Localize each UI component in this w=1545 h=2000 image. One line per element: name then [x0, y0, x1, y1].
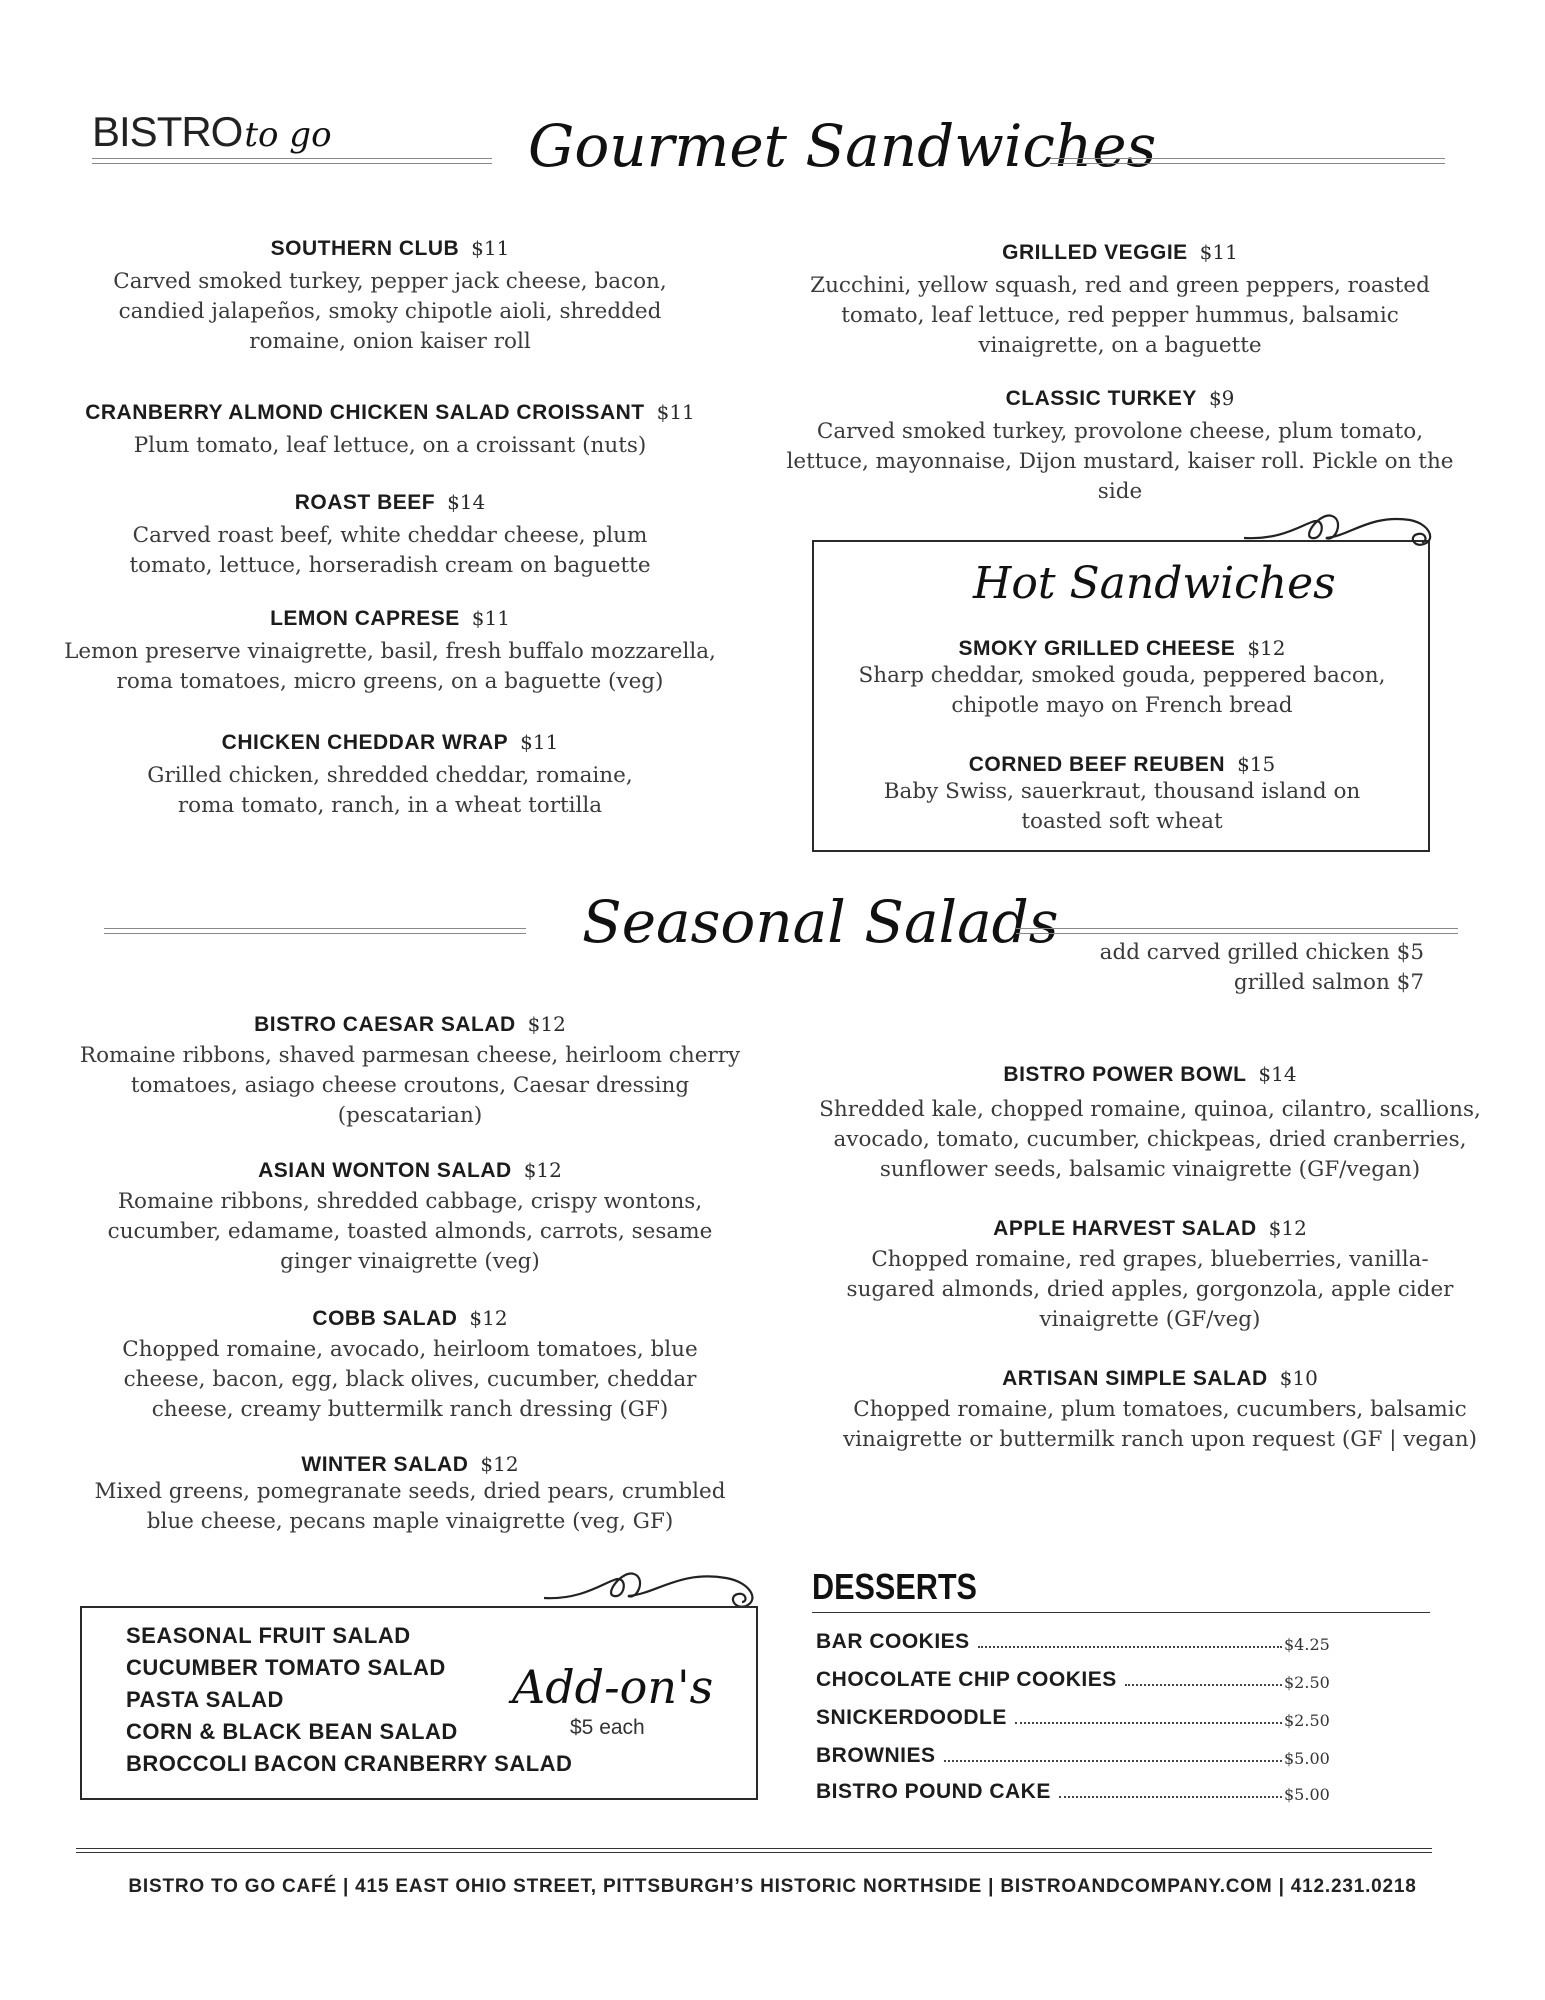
- salads-rule-right: [1016, 928, 1458, 934]
- item-price: $11: [1199, 240, 1238, 264]
- item-name: APPLE HARVEST SALAD: [993, 1217, 1257, 1240]
- item-desc: Chopped romaine, avocado, heirloom tomatoes, blue cheese, bacon, egg, black olives, cucumber, cheddar cheese, creamy buttermilk ranch dressing (GF): [122, 1337, 698, 1422]
- dessert-row: [816, 1774, 1336, 1804]
- item-desc: Carved smoked turkey, pepper jack cheese, bacon, candied jalapeños, smoky chipotle aioli, shredded romaine, onion kaiser roll: [113, 269, 667, 354]
- addon-item: BROCCOLI BACON CRANBERRY SALAD: [126, 1751, 573, 1776]
- menu-item: [850, 752, 1394, 837]
- hot-sandwiches-title: Hot Sandwiches: [973, 558, 1336, 609]
- item-price: $11: [471, 606, 510, 630]
- dessert-name: CHOCOLATE CHIP COOKIES: [816, 1668, 1117, 1691]
- menu-item: [820, 1216, 1480, 1335]
- item-desc: Carved roast beef, white cheddar cheese, plum tomato, lettuce, horseradish cream on baguette: [129, 523, 651, 578]
- item-price: $14: [447, 490, 486, 514]
- logo-rule: [92, 158, 492, 164]
- item-price: $12: [480, 1452, 519, 1476]
- item-desc: Romaine ribbons, shredded cabbage, crispy wontons, cucumber, edamame, toasted almonds, carrots, sesame ginger vinaigrette (veg): [107, 1189, 713, 1274]
- dessert-row: [816, 1738, 1336, 1768]
- item-name: ARTISAN SIMPLE SALAD: [1002, 1367, 1268, 1390]
- item-name: BISTRO CAESAR SALAD: [254, 1013, 516, 1036]
- menu-item: [90, 236, 690, 357]
- desserts-list: [816, 1624, 1336, 1814]
- item-desc: Chopped romaine, plum tomatoes, cucumbers, balsamic vinaigrette or buttermilk ranch upon request (GF | vegan): [843, 1397, 1477, 1452]
- addons-list: [126, 1620, 572, 1780]
- menu-item: [110, 1306, 710, 1425]
- menu-item: [100, 730, 680, 821]
- addon-item: CORN & BLACK BEAN SALAD: [126, 1719, 458, 1744]
- menu-item: [780, 386, 1460, 507]
- dessert-name: BROWNIES: [816, 1744, 936, 1767]
- dessert-price: $2.50: [1284, 1673, 1330, 1692]
- item-desc: Lemon preserve vinaigrette, basil, fresh buffalo mozzarella, roma tomatoes, micro greens, on a baguette (veg): [64, 639, 716, 694]
- flourish-ornament: [1240, 506, 1440, 562]
- item-price: $14: [1258, 1062, 1297, 1086]
- item-name: COBB SALAD: [312, 1307, 458, 1330]
- item-price: $15: [1237, 752, 1276, 776]
- item-name: CHICKEN CHEDDAR WRAP: [221, 731, 509, 754]
- desserts-title: DESSERTS: [812, 1566, 977, 1607]
- footer-text: BISTRO TO GO CAFÉ | 415 EAST OHIO STREET, PITTSBURGH’S HISTORIC NORTHSIDE | BISTROANDCOMPANY.COM | 412.231.0218: [128, 1876, 1417, 1897]
- item-price: $11: [656, 400, 695, 424]
- item-desc: Romaine ribbons, shaved parmesan cheese, heirloom cherry tomatoes, asiago cheese croutons, Caesar dressing (pescatarian): [79, 1043, 741, 1128]
- brand-logo: [92, 108, 332, 156]
- menu-item: [800, 240, 1440, 361]
- item-name: ASIAN WONTON SALAD: [258, 1159, 512, 1182]
- menu-item: [70, 1012, 750, 1131]
- addon-item: PASTA SALAD: [126, 1687, 284, 1712]
- addon-item: CUCUMBER TOMATO SALAD: [126, 1655, 446, 1680]
- brand-main: BISTRO: [92, 108, 243, 155]
- salad-addon-note-line2: grilled salmon $7: [1233, 970, 1424, 995]
- item-name: GRILLED VEGGIE: [1002, 241, 1188, 264]
- dessert-leader: [1125, 1684, 1282, 1686]
- item-desc: Grilled chicken, shredded cheddar, romaine, roma tomato, ranch, in a wheat tortilla: [147, 763, 633, 818]
- brand-script: to go: [244, 115, 332, 155]
- item-price: $12: [523, 1158, 562, 1182]
- item-desc: Sharp cheddar, smoked gouda, peppered bacon, chipotle mayo on French bread: [858, 663, 1386, 718]
- menu-item: [90, 1158, 730, 1277]
- item-name: CRANBERRY ALMOND CHICKEN SALAD CROISSANT: [85, 401, 645, 424]
- menu-item: [70, 1452, 750, 1537]
- desserts-rule: [812, 1612, 1430, 1613]
- dessert-leader: [1059, 1796, 1282, 1798]
- sandwiches-rule-right: [1050, 158, 1445, 164]
- item-price: $12: [469, 1306, 508, 1330]
- item-price: $12: [1247, 636, 1286, 660]
- item-desc: Shredded kale, chopped romaine, quinoa, cilantro, scallions, avocado, tomato, cucumber, chickpeas, dried cranberries, sunflower seeds, balsamic vinaigrette (GF/vegan): [819, 1097, 1481, 1182]
- item-desc: Zucchini, yellow squash, red and green peppers, roasted tomato, leaf lettuce, red pepper hummus, balsamic vinaigrette, on a baguette: [810, 273, 1430, 358]
- item-desc: Mixed greens, pomegranate seeds, dried pears, crumbled blue cheese, pecans maple vinaigrette (veg, GF): [94, 1479, 726, 1534]
- dessert-price: $4.25: [1284, 1635, 1330, 1654]
- dessert-row: [816, 1700, 1336, 1730]
- sandwiches-title: Gourmet Sandwiches: [528, 112, 1157, 180]
- footer-rule: [76, 1848, 1432, 1853]
- dessert-price: $2.50: [1284, 1711, 1330, 1730]
- item-desc: Plum tomato, leaf lettuce, on a croissant (nuts): [133, 433, 647, 458]
- item-price: $12: [527, 1012, 566, 1036]
- item-name: SMOKY GRILLED CHEESE: [958, 637, 1236, 660]
- dessert-price: $5.00: [1284, 1785, 1330, 1804]
- dessert-row: [816, 1662, 1336, 1692]
- item-name: LEMON CAPRESE: [270, 607, 460, 630]
- dessert-name: SNICKERDOODLE: [816, 1706, 1007, 1729]
- item-desc: Baby Swiss, sauerkraut, thousand island on toasted soft wheat: [883, 779, 1361, 834]
- menu-item: [820, 1366, 1500, 1455]
- addons-price: $5 each: [570, 1716, 645, 1739]
- menu-item: [830, 636, 1414, 721]
- item-price: $12: [1268, 1216, 1307, 1240]
- dessert-name: BAR COOKIES: [816, 1630, 970, 1653]
- item-desc: Carved smoked turkey, provolone cheese, plum tomato, lettuce, mayonnaise, Dijon mustard, kaiser roll. Pickle on the side: [786, 419, 1454, 504]
- menu-item: [60, 400, 720, 461]
- addons-title: Add-on's: [512, 1660, 714, 1714]
- item-name: WINTER SALAD: [301, 1453, 469, 1476]
- item-name: ROAST BEEF: [294, 491, 436, 514]
- salad-addon-note: [1000, 938, 1424, 998]
- addon-item: SEASONAL FRUIT SALAD: [126, 1623, 411, 1648]
- salads-title: Seasonal Salads: [582, 888, 1059, 956]
- item-name: SOUTHERN CLUB: [270, 237, 460, 260]
- menu-item: [800, 1062, 1500, 1185]
- dessert-price: $5.00: [1284, 1749, 1330, 1768]
- item-name: CLASSIC TURKEY: [1005, 387, 1197, 410]
- item-desc: Chopped romaine, red grapes, blueberries, vanilla-sugared almonds, dried apples, gorgonzola, apple cider vinaigrette (GF/veg): [846, 1247, 1454, 1332]
- item-price: $11: [471, 236, 510, 260]
- dessert-leader: [944, 1760, 1283, 1762]
- item-price: $10: [1279, 1366, 1318, 1390]
- salad-addon-note-line1: add carved grilled chicken $5: [1099, 940, 1424, 965]
- item-name: CORNED BEEF REUBEN: [968, 753, 1226, 776]
- dessert-leader: [1015, 1722, 1282, 1724]
- dessert-row: [816, 1624, 1336, 1654]
- dessert-leader: [978, 1646, 1282, 1648]
- salads-rule-left: [104, 928, 526, 934]
- item-price: $11: [520, 730, 559, 754]
- menu-item: [60, 606, 720, 697]
- menu-item: [100, 490, 680, 581]
- item-name: BISTRO POWER BOWL: [1003, 1063, 1247, 1086]
- dessert-name: BISTRO POUND CAKE: [816, 1780, 1051, 1803]
- item-price: $9: [1208, 386, 1235, 410]
